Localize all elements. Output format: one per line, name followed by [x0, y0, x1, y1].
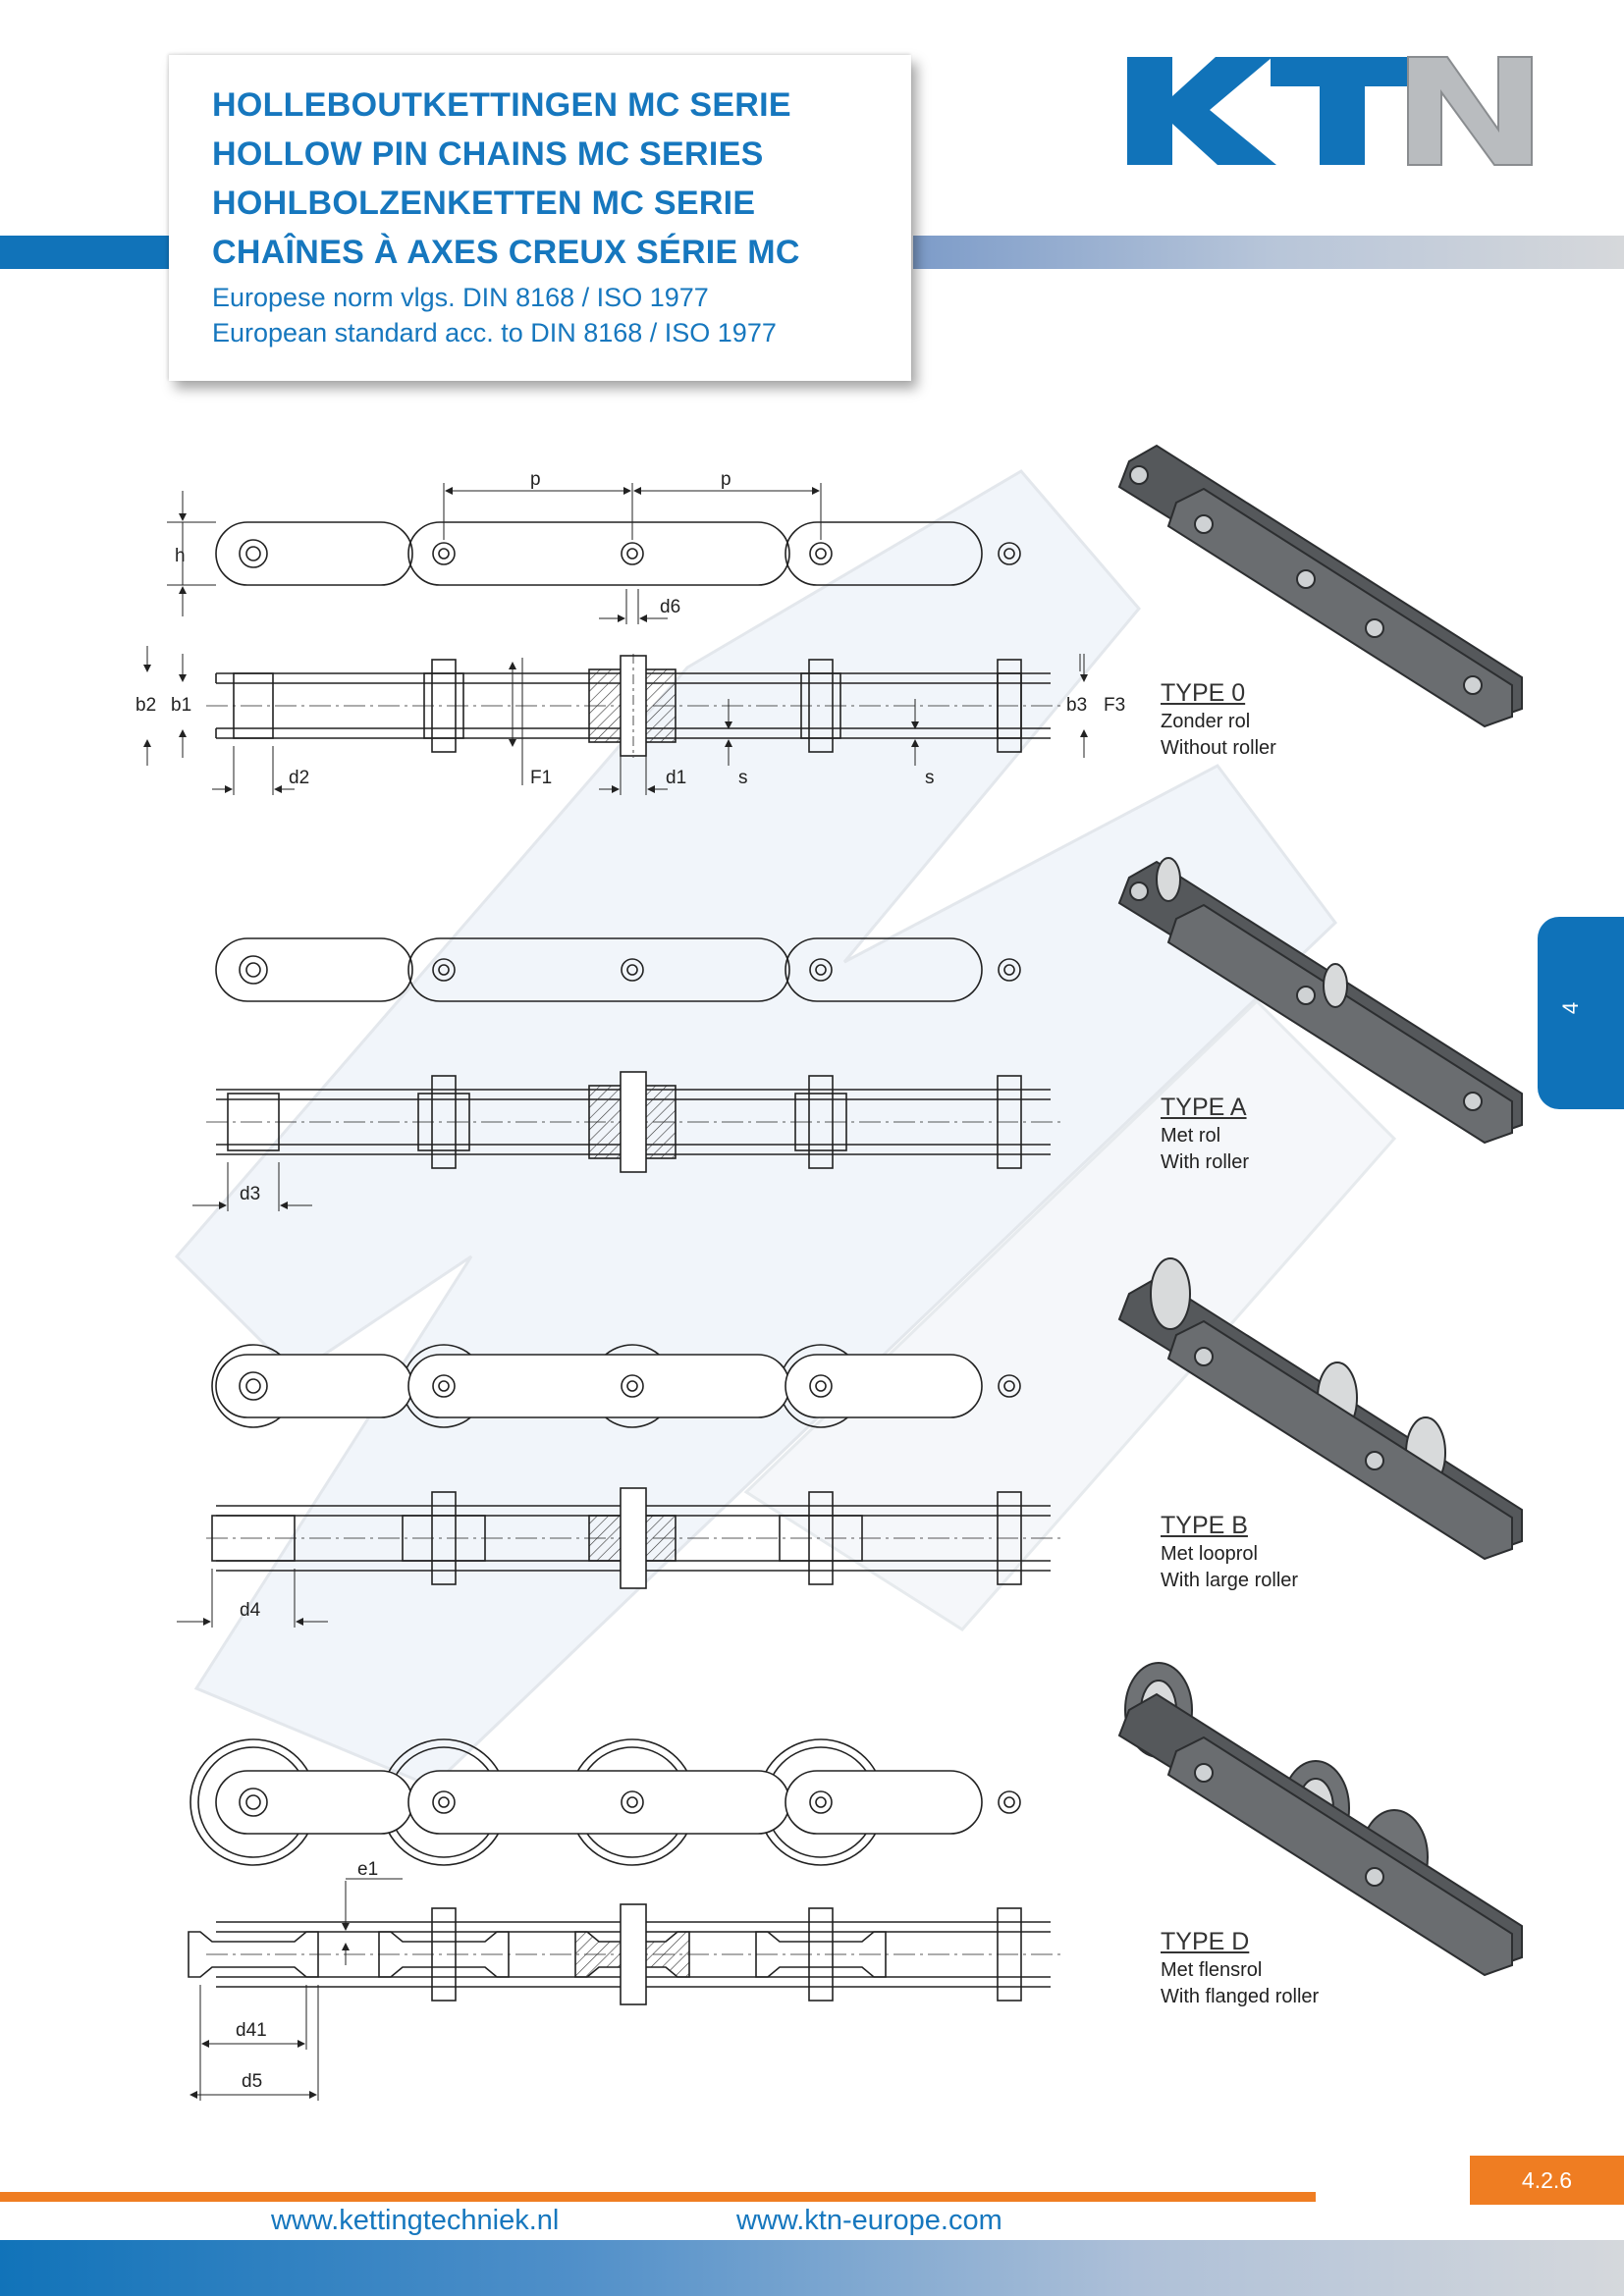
footer-band [0, 2240, 1624, 2296]
chain-drawings [118, 452, 1126, 2101]
title-dutch: HOLLEBOUTKETTINGEN MC SERIE [212, 86, 791, 124]
type-a-dutch: Met rol [1161, 1125, 1221, 1147]
footer-orange-line [0, 2192, 1316, 2202]
typeD-side-view [190, 1739, 1020, 1865]
dim-p-2: p [721, 469, 731, 490]
header-band-right [913, 236, 1624, 269]
page-number: 4.2.6 [1470, 2156, 1624, 2205]
type-a-label [1161, 1092, 1249, 1176]
type-d-english: With flanged roller [1161, 1986, 1320, 2007]
type-d-dutch: Met flensrol [1161, 1959, 1263, 1981]
typeD-top-view [189, 1879, 1060, 2101]
title-french: CHAÎNES À AXES CREUX SÉRIE MC [212, 234, 800, 271]
dim-d4: d4 [240, 1600, 261, 1621]
title-card [169, 55, 911, 381]
dim-b1: b1 [171, 695, 192, 716]
dim-F3: F3 [1104, 695, 1126, 716]
dim-d5: d5 [242, 2071, 263, 2092]
footer-link-ktn-europe[interactable]: www.ktn-europe.com [736, 2205, 1002, 2236]
chain-renders [1110, 432, 1542, 2061]
header-band-left [0, 236, 177, 269]
section-tab-number: 4 [1558, 1001, 1584, 1015]
typeA-side-view [216, 938, 1020, 1001]
type-0-title: TYPE 0 [1161, 679, 1246, 707]
type-b-title: TYPE B [1161, 1512, 1248, 1539]
dim-h: h [175, 546, 186, 566]
dim-s-1: s [738, 768, 748, 788]
type-a-english: With roller [1161, 1151, 1250, 1173]
typeB-side-view [212, 1345, 1020, 1427]
dim-d41: d41 [236, 2020, 267, 2041]
typeA-top-view [192, 1072, 1060, 1211]
dim-s-2: s [925, 768, 935, 788]
title-german: HOHLBOLZENKETTEN MC SERIE [212, 185, 756, 222]
type-0-dutch: Zonder rol [1161, 711, 1251, 732]
subtitle-dutch: Europese norm vlgs. DIN 8168 / ISO 1977 [212, 283, 709, 312]
ktn-logo [1123, 53, 1536, 169]
type-b-english: With large roller [1161, 1570, 1299, 1591]
typeB-top-view [177, 1488, 1060, 1628]
dim-d3: d3 [240, 1184, 261, 1204]
dim-F1: F1 [530, 768, 553, 788]
footer-link-kettingtechniek[interactable]: www.kettingtechniek.nl [271, 2205, 560, 2236]
type-0-english: Without roller [1161, 737, 1276, 759]
type-0-label [1161, 677, 1276, 762]
dim-d1: d1 [666, 768, 687, 788]
dim-p-1: p [530, 469, 541, 490]
subtitle-english: European standard acc. to DIN 8168 / ISO 1977 [212, 318, 777, 347]
type-b-dutch: Met looprol [1161, 1543, 1258, 1565]
dim-d2: d2 [289, 768, 310, 788]
type-b-label [1161, 1510, 1298, 1594]
dim-b2: b2 [135, 695, 157, 716]
dim-e1: e1 [357, 1859, 379, 1880]
type0-side-view [167, 483, 1020, 624]
type-d-title: TYPE D [1161, 1928, 1250, 1955]
dim-b3: b3 [1066, 695, 1088, 716]
dim-d6: d6 [660, 597, 681, 617]
type-a-title: TYPE A [1161, 1094, 1247, 1121]
title-english: HOLLOW PIN CHAINS MC SERIES [212, 135, 764, 173]
type-d-label [1161, 1926, 1319, 2010]
